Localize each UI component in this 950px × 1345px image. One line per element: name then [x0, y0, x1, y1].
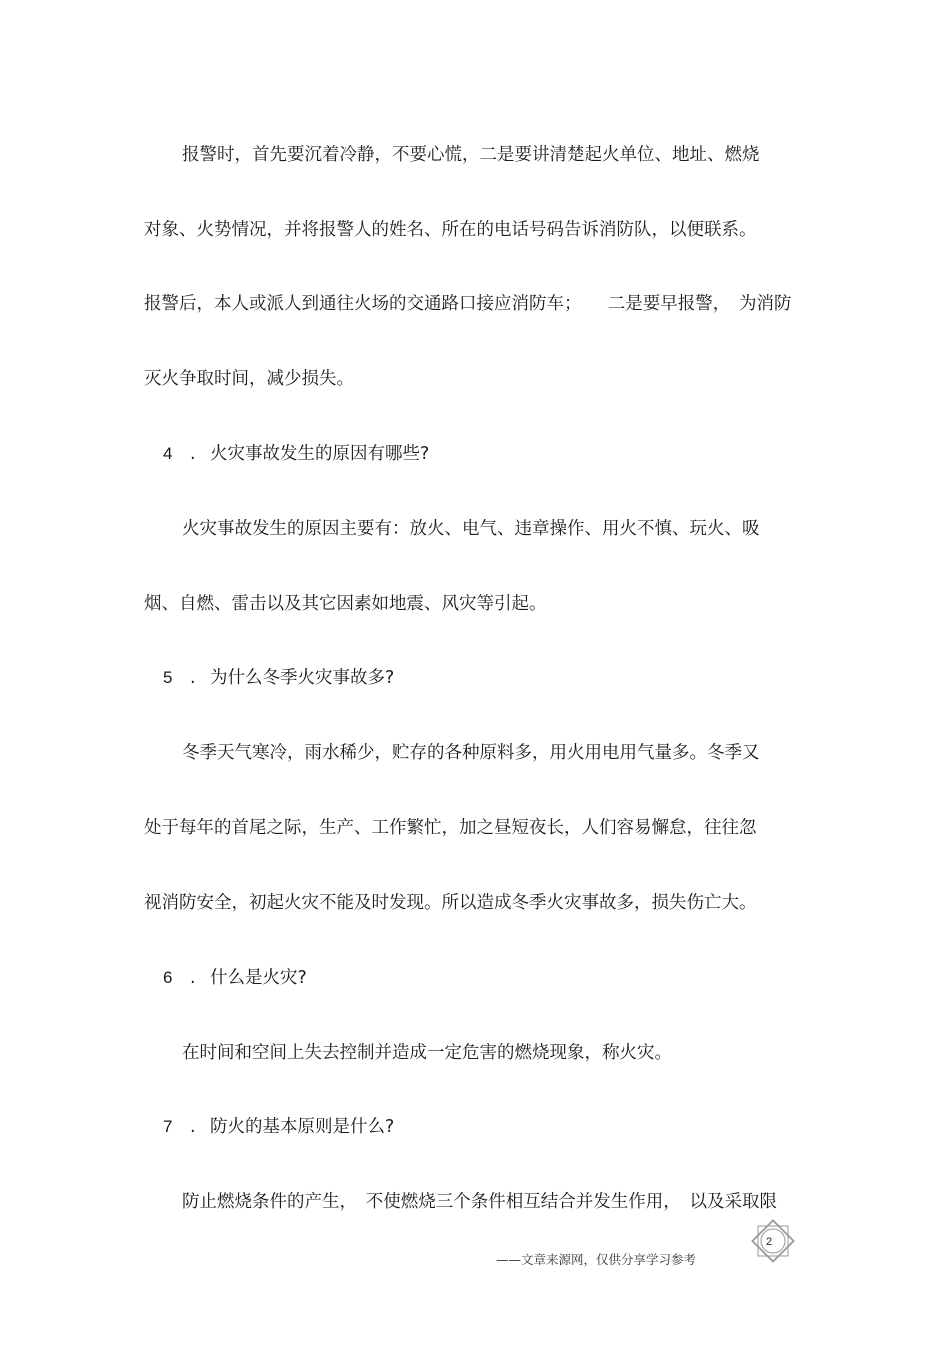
question-number: 7 — [163, 1117, 173, 1136]
question-6-answer-line-1: 在时间和空间上失去控制并造成一定危害的燃烧现象，称火灾。 — [182, 1043, 672, 1063]
paragraph-1-line-3: 报警后，本人或派人到通往火场的交通路口接应消防车； 二是要早报警， 为消防 — [144, 294, 792, 314]
question-dot: . — [190, 668, 196, 688]
question-7-answer-line-1: 防止燃烧条件的产生， 不使燃烧三个条件相互结合并发生作用， 以及采取限 — [182, 1192, 777, 1212]
question-title: 火灾事故发生的原因有哪些? — [210, 444, 430, 464]
question-4-answer-line-1: 火灾事故发生的原因主要有：放火、电气、违章操作、用火不慎、玩火、吸 — [182, 519, 760, 539]
question-dot: . — [190, 968, 196, 988]
paragraph-1-line-2: 对象、火势情况，并将报警人的姓名、所在的电话号码告诉消防队，以便联系。 — [144, 220, 757, 240]
question-title: 为什么冬季火灾事故多? — [210, 668, 395, 688]
question-title: 什么是火灾? — [210, 968, 307, 988]
question-number: 4 — [163, 444, 173, 463]
question-5-answer-line-2: 处于每年的首尾之际，生产、工作繁忙，加之昼短夜长，人们容易懈怠，往往忽 — [144, 818, 757, 838]
question-dot: . — [190, 1117, 196, 1137]
question-number: 5 — [163, 668, 173, 687]
question-title: 防火的基本原则是什么? — [210, 1117, 395, 1137]
question-dot: . — [190, 444, 196, 464]
paragraph-1-line-1: 报警时，首先要沉着冷静，不要心慌，二是要讲清楚起火单位、地址、燃烧 — [182, 145, 760, 165]
question-5-answer-line-3: 视消防安全，初起火灾不能及时发现。所以造成冬季火灾事故多，损失伤亡大。 — [144, 893, 757, 913]
page-seal-icon — [748, 1218, 798, 1264]
footer-source-note: ——文章来源网，仅供分享学习参考 — [496, 1252, 697, 1267]
question-4-answer-line-2: 烟、自燃、雷击以及其它因素如地震、风灾等引起。 — [144, 594, 547, 614]
paragraph-1-line-4: 灭火争取时间，减少损失。 — [144, 369, 354, 389]
question-5-answer-line-1: 冬季天气寒冷，雨水稀少，贮存的各种原料多，用火用电用气量多。冬季又 — [182, 743, 760, 763]
question-number: 6 — [163, 968, 173, 987]
page-number: 2 — [766, 1236, 773, 1248]
